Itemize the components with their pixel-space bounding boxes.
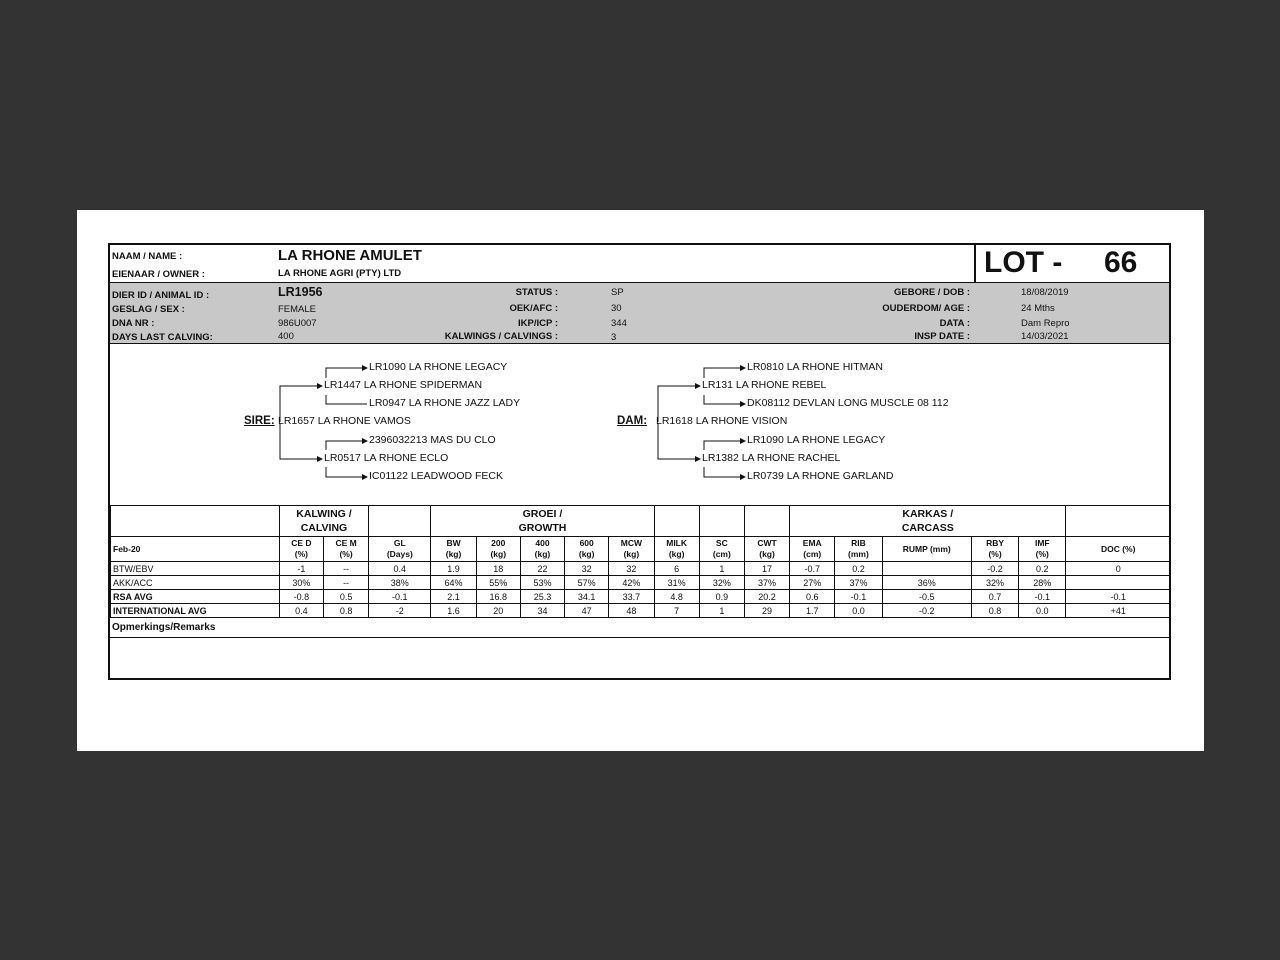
ebv-cell: -- xyxy=(323,576,368,590)
ebv-column-header: MCW (kg) xyxy=(609,537,654,562)
group-blank xyxy=(111,506,280,537)
ebv-cell: -0.1 xyxy=(835,590,882,604)
ebv-column-header: CE M (%) xyxy=(323,537,368,562)
ebv-column-header: 200 (kg) xyxy=(476,537,520,562)
ebv-column-header: MILK (kg) xyxy=(654,537,699,562)
group-blank xyxy=(1066,506,1171,537)
ebv-cell: 0.0 xyxy=(835,604,882,618)
ebv-cell: 20.2 xyxy=(744,590,789,604)
ebv-column-header: EMA (cm) xyxy=(790,537,835,562)
ebv-cell: 0 xyxy=(1066,562,1171,576)
ebv-column-header: IMF (%) xyxy=(1019,537,1066,562)
pedigree-dam-sire: LR131 LA RHONE REBEL xyxy=(702,379,827,391)
pedigree-sire-dam-sire: 2396032213 MAS DU CLO xyxy=(369,434,496,446)
data-label: DATA : xyxy=(939,318,970,329)
ebv-column-header: 600 (kg) xyxy=(565,537,609,562)
calvings-label: KALWINGS / CALVINGS : xyxy=(444,331,558,342)
ebv-cell: 28% xyxy=(1019,576,1066,590)
ebv-table xyxy=(110,505,1171,618)
ebv-cell: -0.1 xyxy=(369,590,431,604)
ebv-cell: 0.8 xyxy=(971,604,1018,618)
ebv-cell: 32% xyxy=(971,576,1018,590)
owner-label: EIENAAR / OWNER : xyxy=(112,269,205,280)
ebv-cell: 0.6 xyxy=(790,590,835,604)
ebv-cell: 38% xyxy=(369,576,431,590)
ebv-cell: 34 xyxy=(520,604,564,618)
ebv-cell: -0.8 xyxy=(279,590,323,604)
ebv-column-header: RBY (%) xyxy=(971,537,1018,562)
ebv-cell: 32 xyxy=(609,562,654,576)
ebv-cell: -- xyxy=(323,562,368,576)
ebv-period: Feb-20 xyxy=(111,537,280,562)
days-label: DAYS LAST CALVING: xyxy=(112,332,213,343)
ebv-cell: +41 xyxy=(1066,604,1171,618)
animal-card xyxy=(108,243,1171,680)
ebv-row-label: BTW/EBV xyxy=(111,562,280,576)
ebv-column-header-row xyxy=(111,537,1171,562)
ebv-column-header: RUMP (mm) xyxy=(882,537,971,562)
pedigree-dam-sire-sire: LR0810 LA RHONE HITMAN xyxy=(747,361,883,373)
ebv-cell: 64% xyxy=(431,576,476,590)
ebv-cell: 6 xyxy=(654,562,699,576)
ebv-cell: 53% xyxy=(520,576,564,590)
ebv-cell: -0.2 xyxy=(971,562,1018,576)
remarks-section xyxy=(110,621,1169,680)
ebv-cell: -1 xyxy=(279,562,323,576)
document-sheet xyxy=(77,210,1204,751)
pedigree-dam-dam-dam: LR0739 LA RHONE GARLAND xyxy=(747,470,894,482)
ebv-cell: 30% xyxy=(279,576,323,590)
ebv-cell: 36% xyxy=(882,576,971,590)
pedigree-sire-sire-sire: LR1090 LA RHONE LEGACY xyxy=(369,361,508,373)
pedigree-sire-dam-dam: IC01122 LEADWOOD FECK xyxy=(369,470,504,482)
pedigree-dam: LR1618 LA RHONE VISION xyxy=(656,415,788,427)
afc-value: 30 xyxy=(611,303,622,314)
afc-label: OEK/AFC : xyxy=(509,303,558,314)
dam-label: DAM: xyxy=(617,415,648,427)
group-carcass xyxy=(790,506,1066,537)
ebv-row-label: AKK/ACC xyxy=(111,576,280,590)
days-value: 400 xyxy=(278,331,294,342)
group-growth xyxy=(431,506,654,537)
ebv-cell: 1 xyxy=(699,604,744,618)
ebv-column-header: DOC (%) xyxy=(1066,537,1171,562)
age-value: 24 Mths xyxy=(1021,303,1055,314)
ebv-cell: 0.7 xyxy=(971,590,1018,604)
ebv-cell: 34.1 xyxy=(565,590,609,604)
ebv-cell: 22 xyxy=(520,562,564,576)
pedigree-connector-lines xyxy=(110,245,1171,505)
name-label: NAAM / NAME : xyxy=(112,251,183,262)
ebv-cell: 0.8 xyxy=(323,604,368,618)
ebv-cell: -0.7 xyxy=(790,562,835,576)
pedigree-sire-dam: LR0517 LA RHONE ECLO xyxy=(324,452,449,464)
lot-number: 66 xyxy=(1104,246,1138,279)
dna-value: 986U007 xyxy=(278,318,317,329)
remarks-divider xyxy=(110,637,1169,638)
ebv-cell: 1.6 xyxy=(431,604,476,618)
dob-label: GEBORE / DOB : xyxy=(893,287,970,298)
ebv-cell: 48 xyxy=(609,604,654,618)
ebv-cell: 57% xyxy=(565,576,609,590)
group-calving-label: KALWING / CALVING xyxy=(296,508,352,534)
ebv-cell: 37% xyxy=(835,576,882,590)
group-calving xyxy=(279,506,368,537)
animal-id: LR1956 xyxy=(278,285,323,299)
ebv-cell: 0.5 xyxy=(323,590,368,604)
pedigree-sire-sire-dam: LR0947 LA RHONE JAZZ LADY xyxy=(369,397,521,409)
ebv-row-label: INTERNATIONAL AVG xyxy=(111,604,280,618)
pedigree-sire: LR1657 LA RHONE VAMOS xyxy=(278,415,411,427)
dna-label: DNA NR : xyxy=(112,318,155,329)
owner-value: LA RHONE AGRI (PTY) LTD xyxy=(278,268,402,279)
group-carcass-label: KARKAS / CARCASS xyxy=(901,508,954,534)
calvings-value: 3 xyxy=(611,332,617,343)
ebv-cell: 33.7 xyxy=(609,590,654,604)
animal-name: LA RHONE AMULET xyxy=(278,247,422,264)
ebv-cell: 1.9 xyxy=(431,562,476,576)
ebv-cell: -2 xyxy=(369,604,431,618)
ebv-cell: 32% xyxy=(699,576,744,590)
ebv-cell: 0.4 xyxy=(279,604,323,618)
ebv-cell: 1.7 xyxy=(790,604,835,618)
remarks-title: Opmerkings/Remarks xyxy=(112,622,216,633)
ebv-cell: 27% xyxy=(790,576,835,590)
ebv-cell: 18 xyxy=(476,562,520,576)
ebv-row-label: RSA AVG xyxy=(111,590,280,604)
insp-date-label: INSP DATE : xyxy=(914,331,970,342)
sex-label: GESLAG / SEX : xyxy=(112,304,185,315)
sire-label: SIRE: xyxy=(244,415,275,427)
data-value: Dam Repro xyxy=(1021,318,1070,329)
ebv-cell xyxy=(882,562,971,576)
ebv-cell: 1 xyxy=(699,562,744,576)
group-blank xyxy=(654,506,699,537)
ebv-cell: 0.9 xyxy=(699,590,744,604)
ebv-cell: 29 xyxy=(744,604,789,618)
ebv-cell: 20 xyxy=(476,604,520,618)
ebv-column-header: RIB (mm) xyxy=(835,537,882,562)
ebv-column-header: SC (cm) xyxy=(699,537,744,562)
status-value: SP xyxy=(611,287,624,298)
insp-date-value: 14/03/2021 xyxy=(1021,331,1069,342)
ebv-cell: 4.8 xyxy=(654,590,699,604)
ebv-cell: 32 xyxy=(565,562,609,576)
animal-id-label: DIER ID / ANIMAL ID : xyxy=(112,290,210,301)
ebv-cell: 55% xyxy=(476,576,520,590)
ebv-row xyxy=(111,562,1171,576)
pedigree-dam-sire-dam: DK08112 DEVLAN LONG MUSCLE 08 112 xyxy=(747,397,949,409)
ebv-cell: 16.8 xyxy=(476,590,520,604)
ebv-column-header: CE D (%) xyxy=(279,537,323,562)
ebv-cell: 42% xyxy=(609,576,654,590)
ebv-column-header: 400 (kg) xyxy=(520,537,564,562)
group-blank xyxy=(744,506,789,537)
sex-value: FEMALE xyxy=(278,304,317,315)
ebv-cell: 31% xyxy=(654,576,699,590)
ebv-row xyxy=(111,576,1171,590)
ebv-cell: 0.2 xyxy=(835,562,882,576)
ebv-cell: 7 xyxy=(654,604,699,618)
pedigree-bottom-divider xyxy=(110,505,1169,506)
group-growth-label: GROEI / GROWTH xyxy=(518,508,567,534)
ebv-cell: -0.1 xyxy=(1066,590,1171,604)
group-blank xyxy=(369,506,431,537)
ebv-cell: 25.3 xyxy=(520,590,564,604)
group-blank xyxy=(699,506,744,537)
ebv-cell: -0.2 xyxy=(882,604,971,618)
ebv-cell xyxy=(1066,576,1171,590)
ebv-cell: 0.2 xyxy=(1019,562,1066,576)
ebv-cell: 47 xyxy=(565,604,609,618)
status-label: STATUS : xyxy=(515,287,558,298)
pedigree-sire-sire: LR1447 LA RHONE SPIDERMAN xyxy=(324,379,483,391)
ebv-cell: 37% xyxy=(744,576,789,590)
ebv-column-header: GL (Days) xyxy=(369,537,431,562)
icp-label: IKP/ICP : xyxy=(518,318,558,329)
ebv-cell: 2.1 xyxy=(431,590,476,604)
ebv-row xyxy=(111,590,1171,604)
ebv-row xyxy=(111,604,1171,618)
age-label: OUDERDOM/ AGE : xyxy=(882,303,970,314)
ebv-column-header: BW (kg) xyxy=(431,537,476,562)
ebv-group-row xyxy=(111,506,1171,537)
ebv-cell: -0.1 xyxy=(1019,590,1066,604)
dob-value: 18/08/2019 xyxy=(1021,287,1069,298)
lot-label: LOT - xyxy=(984,246,1063,279)
pedigree-dam-dam-sire: LR1090 LA RHONE LEGACY xyxy=(747,434,886,446)
ebv-cell: 0.0 xyxy=(1019,604,1066,618)
ebv-cell: 0.4 xyxy=(369,562,431,576)
pedigree-dam-dam: LR1382 LA RHONE RACHEL xyxy=(702,452,841,464)
icp-value: 344 xyxy=(611,318,627,329)
ebv-column-header: CWT (kg) xyxy=(744,537,789,562)
ebv-cell: -0.5 xyxy=(882,590,971,604)
ebv-cell: 17 xyxy=(744,562,789,576)
